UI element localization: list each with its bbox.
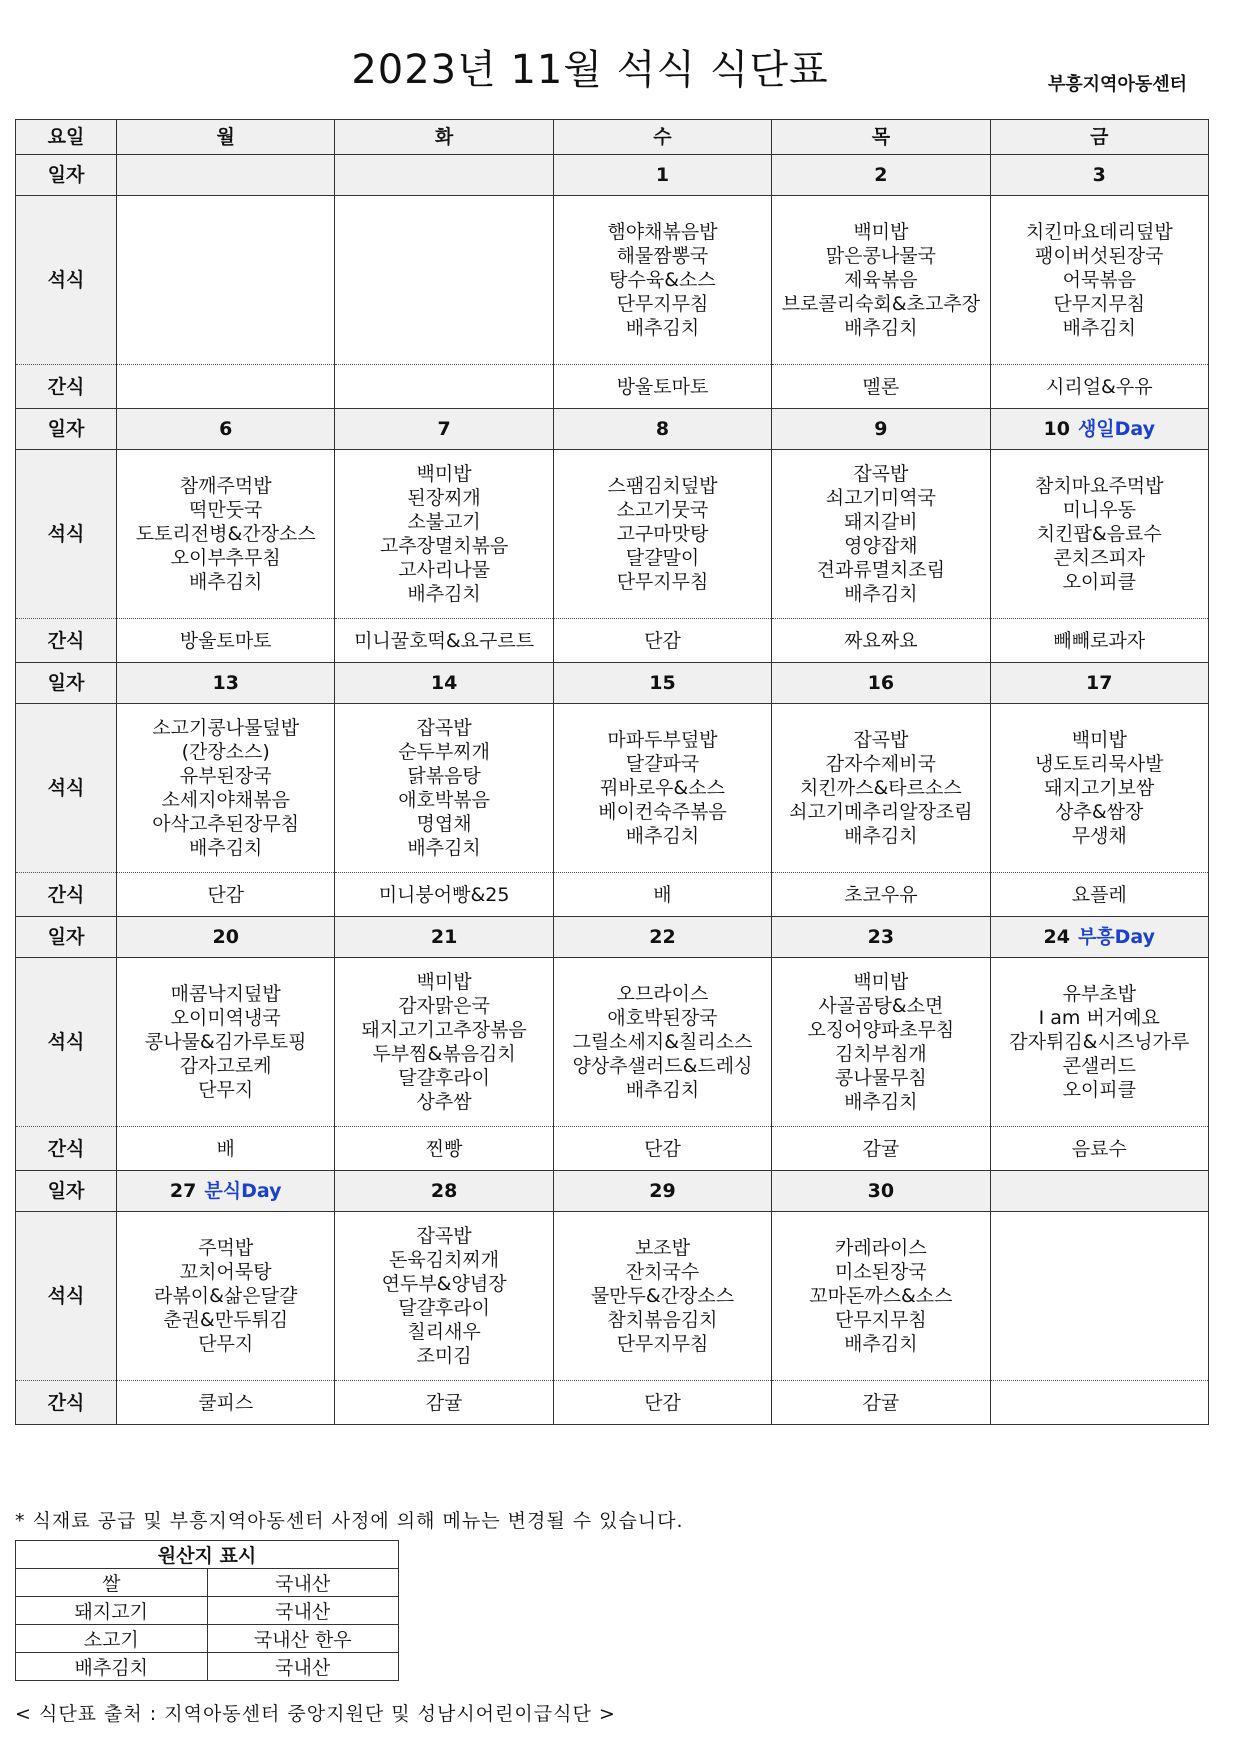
date-cell — [335, 663, 553, 704]
dinner-cell — [990, 1212, 1208, 1381]
dinner-cell — [990, 450, 1208, 619]
menu-item: 물만두&간장소스 — [590, 1285, 735, 1307]
menu-item: 꼬마돈까스&소스 — [809, 1285, 953, 1307]
menu-item: 매콤낙지덮밥 — [170, 983, 281, 1005]
snack-label: 간식 — [16, 1381, 117, 1425]
date-row — [16, 917, 1209, 958]
menu-item: 콘샐러드 — [1062, 1055, 1136, 1077]
date-cell — [772, 155, 990, 196]
weekday-wed: 수 — [553, 120, 771, 155]
snack-cell: 방울토마토 — [117, 619, 335, 663]
menu-item: 감자튀김&시즈닝가루 — [1009, 1031, 1190, 1053]
snack-cell: 방울토마토 — [553, 365, 771, 409]
menu-item: 양상추샐러드&드레싱 — [572, 1055, 753, 1077]
menu-item: 해물짬뽕국 — [616, 245, 709, 267]
snack-cell: 초코우유 — [772, 873, 990, 917]
snack-label: 간식 — [16, 619, 117, 663]
menu-item: 배추김치 — [625, 317, 700, 339]
dinner-cell — [117, 958, 335, 1127]
menu-item: 베이컨숙주볶음 — [598, 801, 727, 823]
menu-item: 브로콜리숙회&초고추장 — [781, 293, 981, 315]
date-cell — [117, 155, 335, 196]
menu-item: 콩나물무침 — [834, 1067, 927, 1089]
menu-item: 배추김치 — [1062, 317, 1136, 339]
origin-item: 배추김치 — [16, 1653, 208, 1681]
menu-item: 도토리전병&간장소스 — [135, 523, 316, 545]
menu-item: 단무지무침 — [834, 1309, 927, 1331]
snack-cell — [117, 365, 335, 409]
menu-item: 소불고기 — [407, 511, 481, 533]
menu-item: 달걀후라이 — [398, 1297, 490, 1319]
dinner-cell — [772, 196, 990, 365]
date-number: 14 — [430, 672, 458, 694]
snack-cell: 단감 — [553, 1381, 771, 1425]
dinner-cell — [335, 1212, 553, 1381]
date-number: 1 — [655, 164, 670, 186]
menu-item: 유부초밥 — [1062, 983, 1136, 1005]
menu-item: 치킨마요데리덮밥 — [1025, 221, 1173, 243]
date-cell — [335, 917, 553, 958]
date-number: 17 — [1086, 672, 1113, 694]
menu-item: 아삭고추된장무침 — [152, 813, 300, 835]
weekday-row — [16, 120, 1209, 155]
date-cell — [553, 155, 771, 196]
weekday-mon: 월 — [117, 120, 335, 155]
event-label: 생일Day — [1077, 418, 1156, 440]
date-row — [16, 1171, 1209, 1212]
menu-item: 달걀말이 — [625, 547, 700, 569]
date-cell — [772, 1171, 990, 1212]
menu-item: 오이부추무침 — [170, 547, 281, 569]
date-number: 10 — [1043, 418, 1070, 440]
snack-cell: 배 — [117, 1127, 335, 1171]
date-number: 24 — [1043, 926, 1070, 948]
menu-item: 김치부침개 — [834, 1043, 927, 1065]
origin-item: 쌀 — [16, 1569, 208, 1597]
date-label: 일자 — [16, 917, 117, 958]
menu-item: 소세지야채볶음 — [161, 789, 290, 811]
dinner-cell — [553, 1212, 771, 1381]
date-cell — [990, 917, 1208, 958]
menu-item: 백미밥 — [416, 463, 472, 485]
menu-item: 떡만둣국 — [188, 499, 263, 521]
snack-label: 간식 — [16, 365, 117, 409]
dinner-cell — [553, 450, 771, 619]
menu-item: 백미밥 — [853, 971, 909, 993]
menu-item: 단무지 — [198, 1079, 254, 1101]
origin-title: 원산지 표시 — [16, 1541, 399, 1569]
event-label: 분식Day — [204, 1180, 282, 1202]
date-cell — [117, 917, 335, 958]
menu-item: 단무지무침 — [616, 1333, 709, 1355]
event-label: 부흥Day — [1077, 926, 1156, 948]
snack-cell: 요플레 — [990, 873, 1208, 917]
date-cell — [990, 155, 1208, 196]
menu-item: 조미김 — [416, 1345, 472, 1367]
menu-item: 제육볶음 — [844, 269, 918, 291]
date-cell — [117, 663, 335, 704]
snack-cell — [335, 365, 553, 409]
dinner-label: 석식 — [16, 958, 117, 1127]
date-cell — [117, 409, 335, 450]
menu-item: 배추김치 — [844, 1091, 918, 1113]
menu-item: 탕수육&소스 — [609, 269, 716, 291]
dinner-cell — [117, 1212, 335, 1381]
origin-row — [16, 1569, 399, 1597]
weekday-label: 요일 — [16, 120, 117, 155]
dinner-cell — [335, 704, 553, 873]
menu-item: 영양잡채 — [844, 535, 918, 557]
menu-item: 달걀후라이 — [398, 1067, 490, 1089]
menu-item: 단무지무침 — [616, 293, 709, 315]
date-number: 2 — [874, 164, 888, 186]
dinner-cell — [553, 196, 771, 365]
menu-item: 그릴소세지&칠리소스 — [572, 1031, 753, 1053]
menu-item: 돼지갈비 — [844, 511, 918, 533]
date-number: 20 — [212, 926, 239, 948]
date-cell — [990, 409, 1208, 450]
date-number: 9 — [874, 418, 888, 440]
menu-item: 칠리새우 — [407, 1321, 481, 1343]
menu-item: 잡곡밥 — [416, 1225, 472, 1247]
menu-item: 상추&쌈장 — [1055, 801, 1144, 823]
dinner-row — [16, 704, 1209, 873]
snack-row — [16, 1127, 1209, 1171]
date-row — [16, 663, 1209, 704]
menu-item: 치킨팝&음료수 — [1036, 523, 1162, 545]
menu-item: 단무지 — [198, 1333, 254, 1355]
snack-cell — [990, 1381, 1208, 1425]
snack-cell: 빼빼로과자 — [990, 619, 1208, 663]
menu-item: 보조밥 — [634, 1237, 690, 1259]
date-number: 3 — [1092, 164, 1106, 186]
menu-item: 배추김치 — [625, 1079, 700, 1101]
menu-item: 춘권&만두튀김 — [163, 1309, 289, 1331]
dinner-cell — [117, 196, 335, 365]
snack-cell: 음료수 — [990, 1127, 1208, 1171]
menu-item: 소고기콩나물덮밥 — [152, 717, 300, 739]
date-label: 일자 — [16, 663, 117, 704]
dinner-cell — [990, 958, 1208, 1127]
origin-item: 소고기 — [16, 1625, 208, 1653]
menu-item: 배추김치 — [407, 837, 481, 859]
snack-cell: 미니붕어빵&25 — [335, 873, 553, 917]
date-number: 21 — [430, 926, 458, 948]
date-cell — [772, 917, 990, 958]
dinner-cell — [553, 704, 771, 873]
menu-item: 순두부찌개 — [398, 741, 490, 763]
menu-item: 돈육김치찌개 — [389, 1249, 500, 1271]
menu-item: 백미밥 — [1071, 729, 1127, 751]
date-cell — [117, 1171, 335, 1212]
dinner-cell — [335, 450, 553, 619]
snack-label: 간식 — [16, 1127, 117, 1171]
snack-cell: 배 — [553, 873, 771, 917]
menu-item: 유부된장국 — [179, 765, 272, 787]
menu-item: 오징어양파초무침 — [807, 1019, 955, 1041]
menu-item: 연두부&양념장 — [381, 1273, 507, 1295]
menu-item: 견과류멸치조림 — [816, 559, 946, 581]
menu-item: 주먹밥 — [198, 1237, 254, 1259]
menu-item: 꿔바로우&소스 — [600, 777, 725, 799]
menu-item: 배추김치 — [844, 317, 918, 339]
menu-item: 오이피클 — [1062, 571, 1136, 593]
menu-item: 고구마맛탕 — [616, 523, 709, 545]
date-number: 7 — [437, 418, 451, 440]
menu-item: 잡곡밥 — [853, 463, 909, 485]
date-number: 29 — [649, 1180, 676, 1202]
snack-row — [16, 1381, 1209, 1425]
origin-row — [16, 1597, 399, 1625]
dinner-cell — [335, 958, 553, 1127]
snack-cell: 시리얼&우유 — [990, 365, 1208, 409]
menu-item: 어묵볶음 — [1062, 269, 1136, 291]
date-cell — [772, 663, 990, 704]
menu-item: 팽이버섯된장국 — [1035, 245, 1164, 267]
menu-item: 고추장멸치볶음 — [379, 535, 509, 557]
menu-item: 햄야채볶음밥 — [607, 221, 718, 243]
snack-cell: 단감 — [553, 619, 771, 663]
menu-item: 잡곡밥 — [853, 729, 909, 751]
date-cell — [553, 409, 771, 450]
dinner-cell — [772, 1212, 990, 1381]
date-label: 일자 — [16, 155, 117, 196]
menu-item: 미니우동 — [1062, 499, 1136, 521]
menu-item: 단무지무침 — [616, 571, 709, 593]
menu-item: 오이미역냉국 — [170, 1007, 281, 1029]
snack-cell: 찐빵 — [335, 1127, 553, 1171]
dinner-row — [16, 196, 1209, 365]
date-number: 16 — [867, 672, 895, 694]
snack-cell: 미니꿀호떡&요구르트 — [335, 619, 553, 663]
menu-item: 백미밥 — [416, 971, 472, 993]
menu-item: 사골곰탕&소면 — [818, 995, 944, 1017]
dinner-label: 석식 — [16, 1212, 117, 1381]
snack-cell: 단감 — [117, 873, 335, 917]
menu-item: 애호박된장국 — [607, 1007, 718, 1029]
menu-item: 감자수제비국 — [825, 753, 936, 775]
date-cell — [553, 1171, 771, 1212]
dinner-cell — [772, 704, 990, 873]
menu-item: 배추김치 — [625, 825, 700, 847]
origin-country: 국내산 한우 — [207, 1625, 399, 1653]
menu-item: 콘치즈피자 — [1053, 547, 1146, 569]
menu-item: 무생채 — [1071, 825, 1127, 847]
dinner-cell — [772, 958, 990, 1127]
date-cell — [553, 917, 771, 958]
date-cell — [335, 1171, 553, 1212]
menu-item: 돼지고기고추장볶음 — [361, 1019, 527, 1041]
dinner-row — [16, 450, 1209, 619]
origin-row — [16, 1625, 399, 1653]
date-number: 15 — [649, 672, 676, 694]
menu-item: 참치마요주먹밥 — [1035, 475, 1164, 497]
menu-item: 치킨까스&타르소스 — [800, 777, 962, 799]
menu-item: 라볶이&삶은달걀 — [154, 1285, 298, 1307]
snack-row — [16, 365, 1209, 409]
weekday-fri: 금 — [990, 120, 1208, 155]
date-number: 23 — [867, 926, 895, 948]
dinner-cell — [117, 450, 335, 619]
snack-row — [16, 619, 1209, 663]
dinner-label: 석식 — [16, 196, 117, 365]
date-number: 30 — [867, 1180, 895, 1202]
snack-cell: 감귤 — [772, 1127, 990, 1171]
menu-item: 달걀파국 — [625, 753, 700, 775]
snack-cell: 감귤 — [772, 1381, 990, 1425]
menu-item: 콩나물&김가루토핑 — [144, 1031, 307, 1053]
organization-name: 부흥지역아동센터 — [1047, 74, 1187, 95]
menu-table — [15, 119, 1209, 1425]
snack-row — [16, 873, 1209, 917]
dinner-label: 석식 — [16, 450, 117, 619]
dinner-cell — [990, 704, 1208, 873]
origin-country: 국내산 — [207, 1653, 399, 1681]
menu-item: 오이피클 — [1062, 1079, 1136, 1101]
weekday-tue: 화 — [335, 120, 553, 155]
snack-cell: 단감 — [553, 1127, 771, 1171]
date-row — [16, 409, 1209, 450]
origin-country: 국내산 — [207, 1597, 399, 1625]
dinner-row — [16, 958, 1209, 1127]
date-row — [16, 155, 1209, 196]
date-cell — [553, 663, 771, 704]
menu-item: 잔치국수 — [625, 1261, 700, 1283]
dinner-cell — [553, 958, 771, 1127]
menu-item: 된장찌개 — [407, 487, 481, 509]
menu-item: 감자맑은국 — [398, 995, 490, 1017]
origin-row — [16, 1653, 399, 1681]
menu-item: 배추김치 — [188, 837, 263, 859]
dinner-label: 석식 — [16, 704, 117, 873]
menu-item: 맑은콩나물국 — [825, 245, 936, 267]
date-number: 6 — [219, 418, 233, 440]
menu-item: 두부찜&볶음김치 — [372, 1043, 516, 1065]
origin-country: 국내산 — [207, 1569, 399, 1597]
menu-item: 마파두부덮밥 — [607, 729, 718, 751]
snack-label: 간식 — [16, 873, 117, 917]
menu-item: 단무지무침 — [1053, 293, 1146, 315]
menu-item: 카레라이스 — [834, 1237, 927, 1259]
snack-cell: 멜론 — [772, 365, 990, 409]
menu-item: 배추김치 — [407, 583, 481, 605]
menu-item: 감자고로케 — [179, 1055, 272, 1077]
origin-table — [15, 1540, 399, 1681]
menu-item: 배추김치 — [844, 1333, 918, 1355]
date-label: 일자 — [16, 1171, 117, 1212]
menu-item: 잡곡밥 — [416, 717, 472, 739]
menu-item: 냉도토리묵사발 — [1035, 753, 1164, 775]
menu-item: 배추김치 — [844, 583, 918, 605]
menu-item: 상추쌈 — [416, 1091, 472, 1113]
snack-cell: 쿨피스 — [117, 1381, 335, 1425]
dinner-cell — [772, 450, 990, 619]
date-cell — [990, 663, 1208, 704]
menu-item: 꼬치어묵탕 — [179, 1261, 272, 1283]
menu-item: 참치볶음김치 — [607, 1309, 718, 1331]
menu-item: 백미밥 — [853, 221, 909, 243]
snack-cell: 짜요짜요 — [772, 619, 990, 663]
dinner-row — [16, 1212, 1209, 1381]
date-cell — [335, 409, 553, 450]
menu-item: 참깨주먹밥 — [179, 475, 272, 497]
date-number: 13 — [212, 672, 239, 694]
menu-item: 닭볶음탕 — [407, 765, 481, 787]
menu-item: 배추김치 — [844, 825, 918, 847]
dinner-cell — [117, 704, 335, 873]
dinner-cell — [990, 196, 1208, 365]
date-number: 27 — [169, 1180, 197, 1202]
menu-item: 쇠고기미역국 — [825, 487, 936, 509]
change-notice: * 식재료 공급 및 부흥지역아동센터 사정에 의해 메뉴는 변경될 수 있습니다. — [15, 1510, 684, 1532]
menu-item: 미소된장국 — [834, 1261, 927, 1283]
snack-cell: 감귤 — [335, 1381, 553, 1425]
page-title: 2023년 11월 석식 식단표 — [351, 47, 829, 93]
menu-item: 소고기뭇국 — [616, 499, 709, 521]
date-cell — [772, 409, 990, 450]
menu-item: 배추김치 — [188, 571, 263, 593]
date-number: 28 — [430, 1180, 458, 1202]
date-cell — [990, 1171, 1208, 1212]
menu-item: 애호박볶음 — [398, 789, 490, 811]
menu-item: 쇠고기메추리알장조림 — [789, 801, 973, 823]
menu-item: 명엽채 — [416, 813, 472, 835]
menu-item: I am 버거예요 — [1038, 1007, 1160, 1029]
menu-source: < 식단표 출처 : 지역아동센터 중앙지원단 및 성남시어린이급식단 > — [15, 1703, 616, 1725]
date-label: 일자 — [16, 409, 117, 450]
weekday-thu: 목 — [772, 120, 990, 155]
date-number: 22 — [649, 926, 676, 948]
dinner-cell — [335, 196, 553, 365]
date-number: 8 — [655, 418, 670, 440]
menu-item: (간장소스) — [181, 741, 270, 763]
menu-item: 돼지고기보쌈 — [1044, 777, 1155, 799]
menu-item: 오므라이스 — [616, 983, 709, 1005]
origin-item: 돼지고기 — [16, 1597, 208, 1625]
menu-item: 고사리나물 — [398, 559, 490, 581]
date-cell — [335, 155, 553, 196]
menu-item: 스팸김치덮밥 — [607, 475, 718, 497]
